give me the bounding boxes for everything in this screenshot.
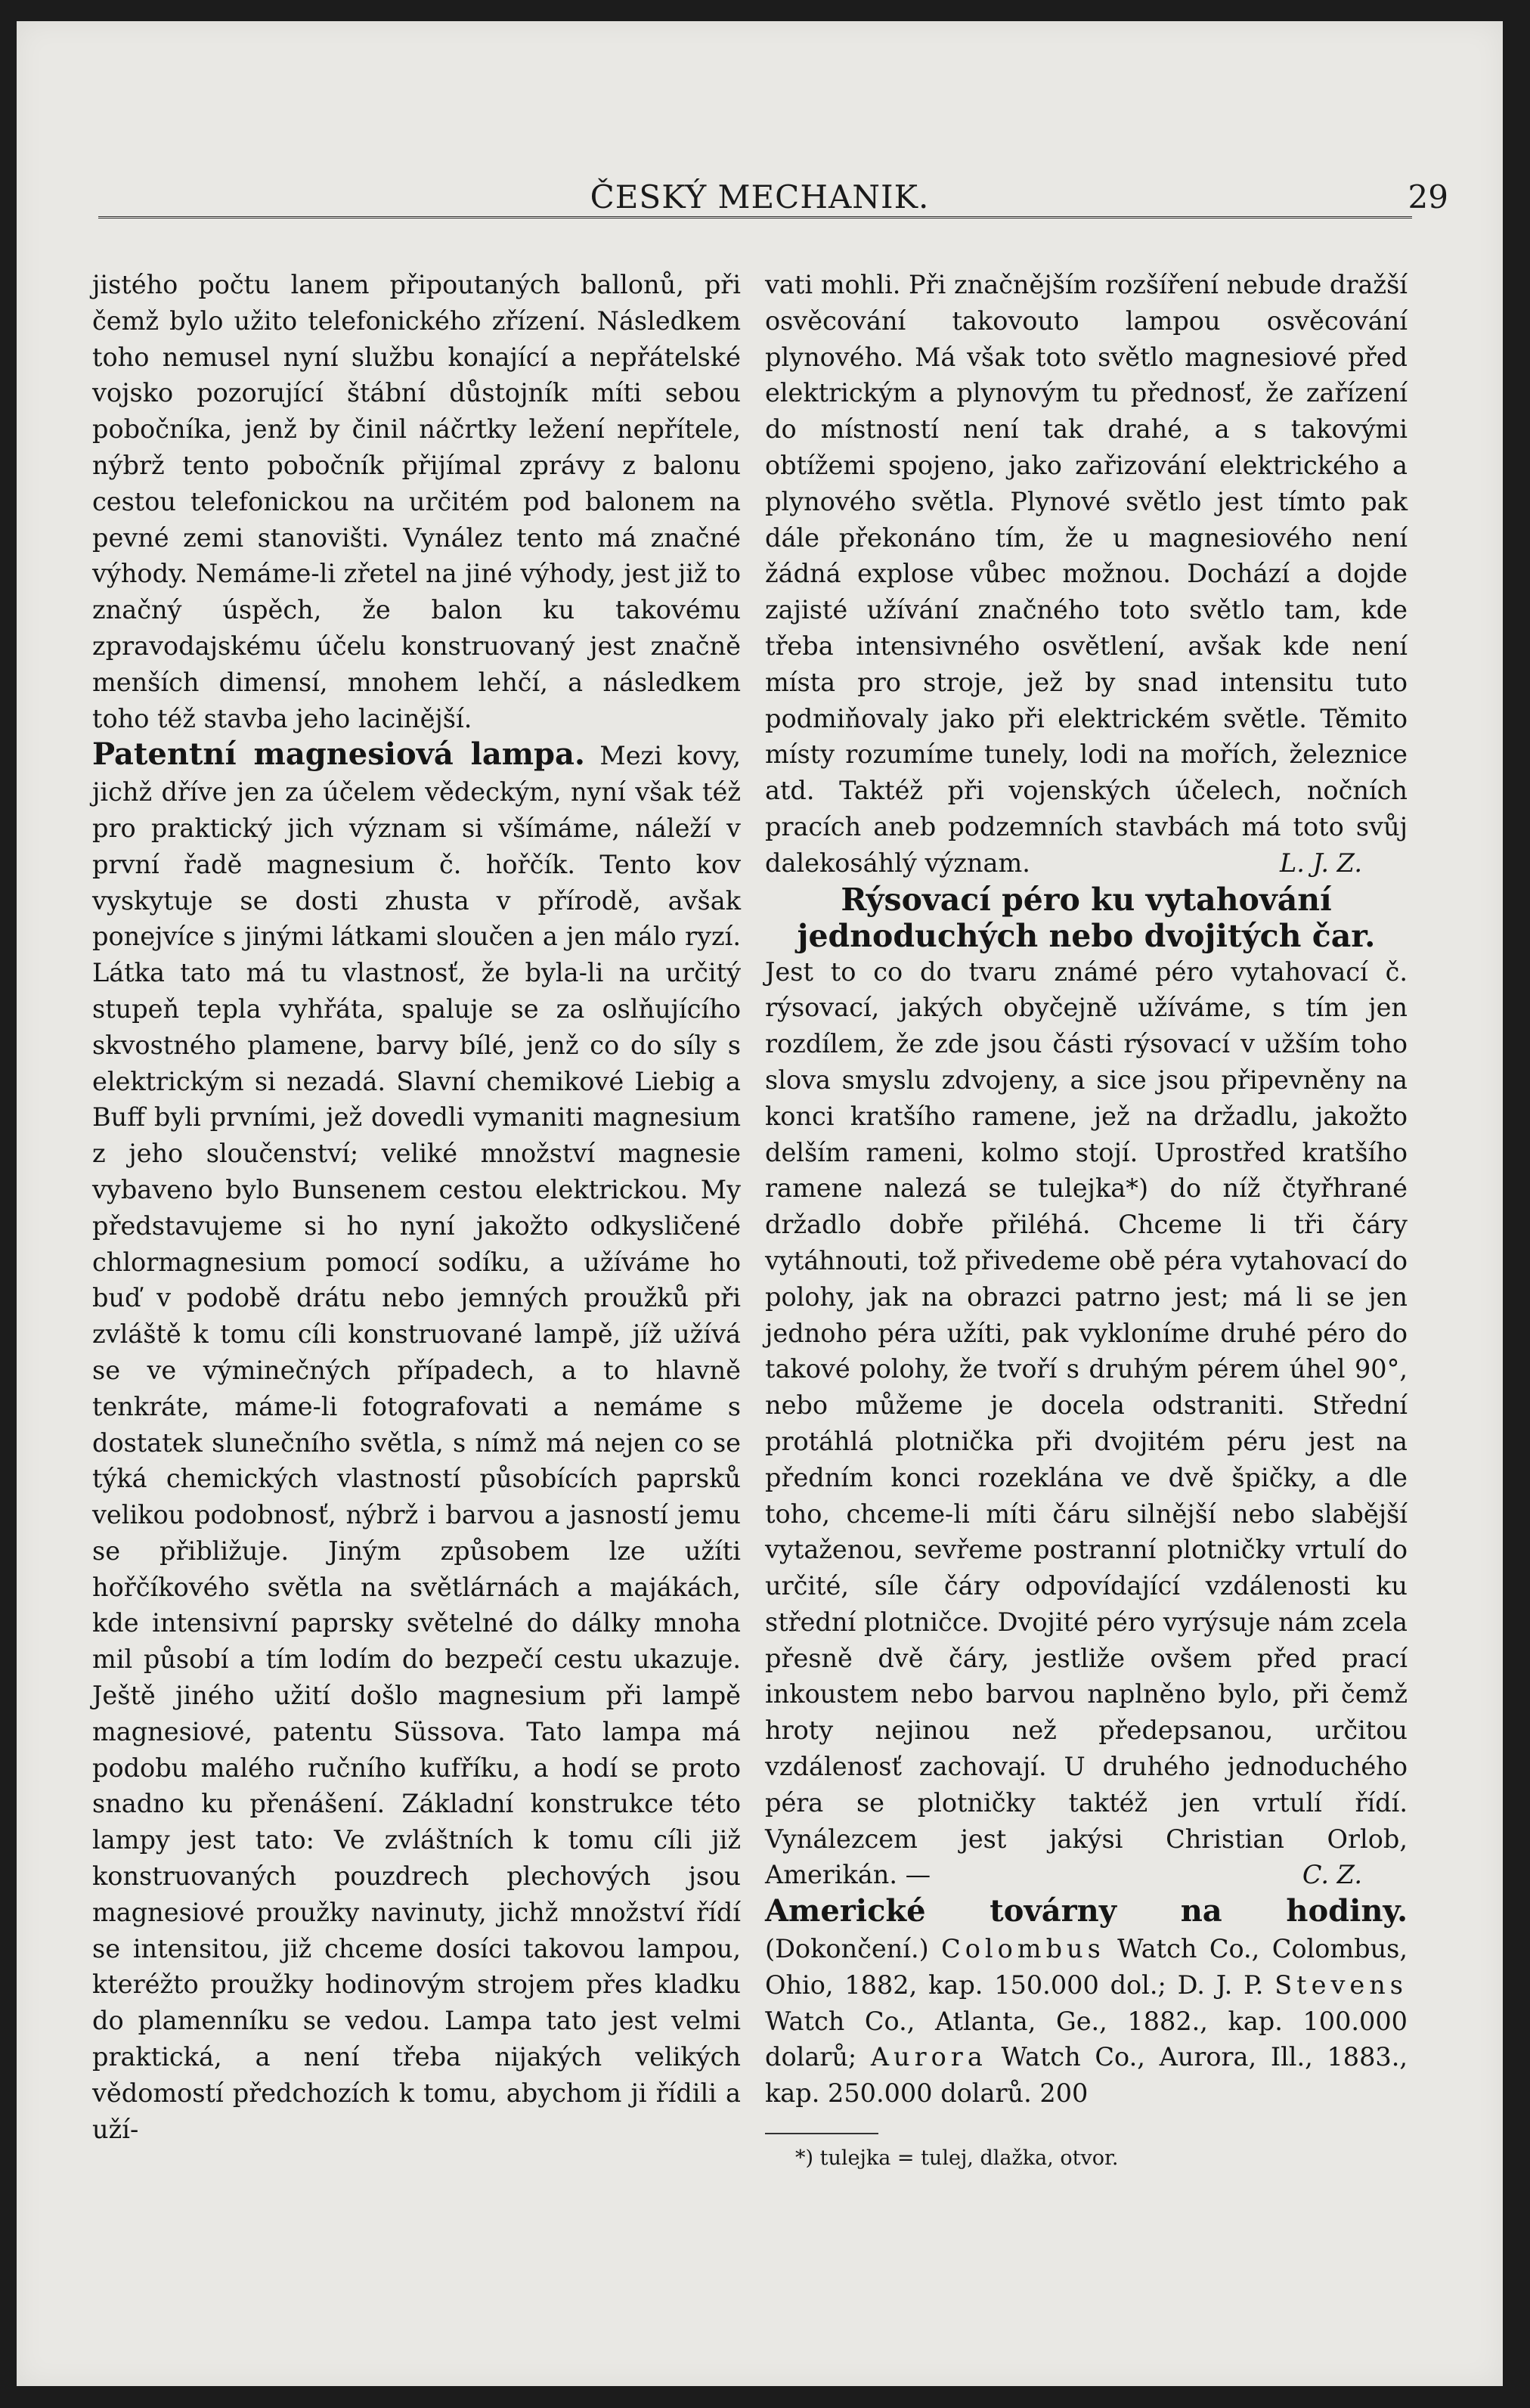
company-name-aurora: Aurora [870, 2042, 987, 2072]
paragraph-clock-factories [765, 1893, 1408, 2112]
company-name-stevens: Stevens [1274, 1969, 1408, 2000]
paragraph-continuation-text: vati mohli. Při značnějším rozšíření nebude dražší osvěcování takovouto lampou osvěcování plynového. Má však toto světlo magnesiové před elektrickým a plynovým tu přednosť, že zařízení do místností není tak drahé, a s takovými obtížemi spojeno, jako zařizování elektrického a plynového světla. Plynové světlo jest tímto pak dále překonáno tím, že u magnesiového není žádná explose vůbec možnou. Dochází a dojde zajisté užívání značného toto světlo tam, kde třeba intensivného osvětlení, avšak kde není místa pro stroje, jež by snad intensitu tuto podmiňovaly jako při elektrickém světle. Těmito místy rozumíme tunely, lodi na mořích, železnice atd. Taktéž při vojenských účelech, nočních pracích aneb podzemních stavbách má toto svůj dalekosáhlý význam. [765, 270, 1408, 878]
article-heading-magnesium-lamp: Patentní magnesiová lampa. [92, 736, 585, 773]
clock-factories-text-1: Watch Co., Colombus, Ohio, 1882, kap. 150.000 dol.; D. J. P. [765, 1934, 1408, 2000]
left-column [92, 267, 741, 2147]
article-heading-drawing-pen: Rýsovací péro ku vytahování jednoduchých nebo dvojitých čar. [797, 881, 1376, 954]
company-name-colombus: Colombus [941, 1934, 1105, 1964]
paragraph-balloons: jistého počtu lanem připoutaných ballonů, při čemž bylo užito telefonického zřízení. Následkem toho nemusel nyní službu konající a nepřátelské vojsko pozorující štábní důstojník míti sebou pobočníka, jenž by činil náčrtky ležení nepřítele, nýbrž tento pobočník přijímal zprávy z balonu cestou telefonickou na určitém pod balonem na pevné zemi stanovišti. Vynález tento má značné výhody. Nemáme-li zřetel na jiné výhody, jest již to značný úspěch, že balon ku takovému zpravodajskému účelu konstruovaný jest značně menších dimensí, mnohem lehčí, a následkem toho též stavba jeho lacinější. [92, 270, 741, 733]
paragraph-magnesium [92, 736, 741, 2147]
author-signature-2: C. Z. [1302, 1860, 1362, 1890]
paragraph-continuation [765, 267, 1408, 882]
document-page [17, 21, 1503, 2386]
header-rule [98, 216, 1412, 223]
right-column [765, 267, 1408, 2172]
page-number: 29 [1408, 178, 1448, 215]
footnote: *) tulejka = tulej, dlažka, otvor. [795, 2146, 1119, 2171]
paragraph-magnesium-text: Mezi kovy, jichž dříve jen za účelem vědeckým, nyní však též pro praktický jich význam si všímáme, náleží v první řadě magnesium č. hořčík. Tento kov vyskytuje se dosti zhusta v přírodě, avšak ponejvíce s jinými látkami sloučen a jen málo ryzí. Látka tato má tu vlastnosť, že byla-li na určitý stupeň tepla vyhřáta, spaluje se za oslňujícího skvostného plamene, barvy bílé, jenž co do síly s elektrickým si nezadá. Slavní chemikové Liebig a Buff byli prvními, jež dovedli vymaniti magnesium z jeho sloučenství; veliké množství magnesie vybaveno bylo Bunsenem cestou elektrickou. My představujeme si ho nyní jakožto odkysličené chlormagnesium pomocí sodíku, a užíváme ho buď v podobě drátu nebo jemných proužků při zvláště k tomu cíli konstruované lampě, jíž užívá se ve výminečných případech, a to hlavně tenkráte, máme-li fotografovati a nemáme s dostatek slunečního světla, s nímž má nejen co se týká chemických vlastností působících paprsků velikou podobnosť, nýbrž i barvou a jasností jemu se přibližuje. Jiným způsobem lze užíti hořčíkového světla na světlárnách a majákách, kde intensivní paprsky světelné do dálky mnoha mil působí a tím lodím do bezpečí cestu ukazuje. Ještě jiného užití došlo magnesium při lampě magnesiové, patentu Süssova. Tato lampa má podobu malého ručního kufříku, a hodí se proto snadno ku přenášení. Základní konstrukce této lampy jest tato: Ve zvláštních k tomu cíli již konstruovaných pouzdrech plechových jsou magnesiové proužky navinuty, jichž množství řídí se intensitou, již chceme dosíci takovou lampou, kteréžto proužky hodinovým strojem přes kladku do plamenníku se vedou. Lampa tato jest velmi praktická, a není třeba nijakých velikých vědomostí předchozích k tomu, abychom ji řídili a uží- [92, 741, 741, 2144]
article-heading-clock-factories: Americké továrny na hodiny. [765, 1893, 1408, 1929]
author-signature: L. J. Z. [1279, 848, 1362, 878]
journal-title: ČESKÝ MECHANIK. [590, 178, 930, 215]
clock-factories-text-2: Watch Co., Atlanta, Ge., 1882., kap. 100.000 dolarů; [765, 2006, 1408, 2072]
footnote-rule [765, 2133, 878, 2134]
clock-factories-text-3: Watch Co., Aurora, Ill., 1883., kap. 250.000 dolarů. 200 [765, 2042, 1408, 2109]
paragraph-drawing-pen [765, 954, 1408, 1894]
paragraph-drawing-pen-text: Jest to co do tvaru známé péro vytahovací č. rýsovací, jakých obyčejně užíváme, s tím jen rozdílem, že zde jsou části rýsovací v užším toho slova smyslu zdvojeny, a sice jsou připevněny na konci kratšího ramene, jež na držadlu, jakožto delším rameni, kolmo stojí. Uprostřed kratšího ramene nalezá se tulejka*) do níž čtyřhrané držadlo dobře přiléhá. Chceme li tři čáry vytáhnouti, tož přivedeme obě péra vytahovací do polohy, jak na obrazci patrno jest; má li se jen jednoho péra užíti, pak vykloníme druhé péro do takové polohy, že tvoří s druhým pérem úhel 90°, nebo můžeme je docela odstraniti. Střední protáhlá plotnička při dvojitém péru jest na předním konci rozeklána ve dvě špičky, a dle toho, chceme-li míti čáru silnější nebo slabější vytaženou, sevřeme postranní plotničky vrtulí do určité, síle čáry odpovídající vzdálenosti ku střední plotničce. Dvojité péro vyrýsuje nám zcela přesně dvě čáry, jestliže ovšem před prací inkoustem nebo barvou naplněno bylo, při čemž hroty nejinou než předepsanou, určitou vzdálenosť zachovají. U druhého jednoduchého péra se plotničky taktéž jen vrtulí řídí. Vynálezcem jest jakýsi Christian Orlob, Amerikán. — [765, 956, 1408, 1890]
clock-factories-intro: (Dokončení.) [765, 1934, 929, 1964]
